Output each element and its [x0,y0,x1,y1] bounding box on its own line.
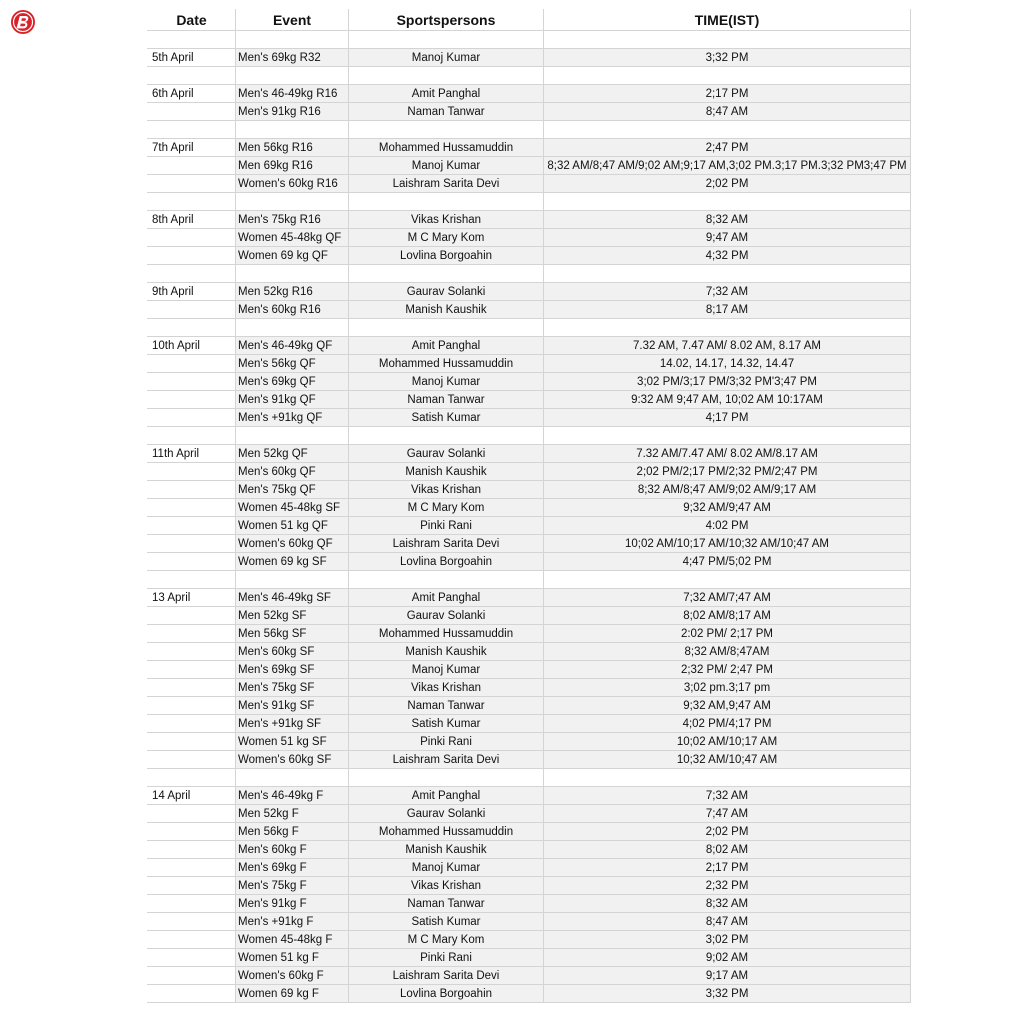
sportsperson-cell: Manoj Kumar [349,373,544,391]
table-row [148,985,911,1003]
event-cell: Women's 60kg R16 [236,175,349,193]
date-cell [148,247,236,265]
sportsperson-cell: Gaurav Solanki [349,607,544,625]
time-cell: 10;02 AM/10;17 AM/10;32 AM/10;47 AM [544,535,911,553]
time-cell: 2;02 PM [544,823,911,841]
table-row [148,823,911,841]
event-cell: Men 52kg SF [236,607,349,625]
time-cell: 4;17 PM [544,409,911,427]
date-cell [148,823,236,841]
table-row [148,841,911,859]
table-row [148,175,911,193]
event-cell: Men's 69kg QF [236,373,349,391]
spacer-row [148,769,911,787]
time-cell: 7;47 AM [544,805,911,823]
date-cell [148,859,236,877]
time-cell: 2;32 PM [544,877,911,895]
time-cell: 9;17 AM [544,967,911,985]
table-row [148,625,911,643]
date-cell [148,913,236,931]
sportsperson-cell: Vikas Krishan [349,211,544,229]
event-cell: Men's 56kg QF [236,355,349,373]
event-cell: Men's 69kg R32 [236,49,349,67]
event-cell: Men's 75kg SF [236,679,349,697]
spacer-cell [148,265,236,283]
date-cell [148,409,236,427]
header-row [148,9,911,31]
event-cell: Men's 75kg R16 [236,211,349,229]
time-cell: 2;47 PM [544,139,911,157]
spacer-cell [148,121,236,139]
event-cell: Men's 46-49kg F [236,787,349,805]
spacer-cell [544,427,911,445]
time-cell: 3;32 PM [544,49,911,67]
spacer-cell [148,571,236,589]
date-cell [148,535,236,553]
time-cell: 3;02 PM [544,931,911,949]
sportsperson-cell: Laishram Sarita Devi [349,751,544,769]
sportsperson-cell: Mohammed Hussamuddin [349,625,544,643]
date-cell [148,661,236,679]
spacer-cell [544,121,911,139]
spacer-cell [544,769,911,787]
event-cell: Men's 60kg R16 [236,301,349,319]
time-cell: 9;47 AM [544,229,911,247]
event-cell: Women's 60kg QF [236,535,349,553]
table-row [148,895,911,913]
spacer-cell [349,31,544,49]
sportsperson-cell: Satish Kumar [349,913,544,931]
table-row [148,805,911,823]
sportsperson-cell: Naman Tanwar [349,103,544,121]
time-cell: 4;47 PM/5;02 PM [544,553,911,571]
spacer-cell [544,193,911,211]
date-cell [148,175,236,193]
event-cell: Women 45-48kg F [236,931,349,949]
table-row [148,679,911,697]
date-cell: 9th April [148,283,236,301]
time-cell: 7;32 AM [544,283,911,301]
spacer-cell [236,121,349,139]
sportsperson-cell: M C Mary Kom [349,499,544,517]
time-cell: 3;32 PM [544,985,911,1003]
event-cell: Men's 46-49kg QF [236,337,349,355]
sportsperson-cell: Laishram Sarita Devi [349,535,544,553]
event-cell: Men's 91kg QF [236,391,349,409]
table-row [148,301,911,319]
table-row [148,517,911,535]
table-row [148,751,911,769]
time-cell: 8;32 AM/8;47AM [544,643,911,661]
event-cell: Men's +91kg QF [236,409,349,427]
table-row [148,49,911,67]
event-cell: Women 45-48kg SF [236,499,349,517]
sportsperson-cell: Manoj Kumar [349,661,544,679]
sportsperson-cell: Gaurav Solanki [349,805,544,823]
event-cell: Men 56kg F [236,823,349,841]
date-cell: 8th April [148,211,236,229]
spacer-row [148,571,911,589]
sportsperson-cell: Naman Tanwar [349,895,544,913]
spacer-cell [236,67,349,85]
date-cell [148,895,236,913]
event-cell: Women 69 kg F [236,985,349,1003]
spacer-cell [544,571,911,589]
spacer-cell [349,571,544,589]
spacer-cell [544,31,911,49]
sportsperson-cell: Mohammed Hussamuddin [349,823,544,841]
schedule-body [148,31,911,1003]
spacer-cell [349,769,544,787]
sportsperson-cell: Lovlina Borgoahin [349,985,544,1003]
spacer-cell [349,265,544,283]
date-cell [148,697,236,715]
sportsperson-cell: Naman Tanwar [349,391,544,409]
date-cell [148,985,236,1003]
spacer-cell [236,31,349,49]
table-row [148,553,911,571]
sportsperson-cell: Gaurav Solanki [349,283,544,301]
sportsperson-cell: Amit Panghal [349,589,544,607]
time-cell: 8;02 AM/8;17 AM [544,607,911,625]
event-cell: Men's 60kg SF [236,643,349,661]
event-cell: Men 69kg R16 [236,157,349,175]
table-row [148,913,911,931]
event-cell: Men's +91kg F [236,913,349,931]
date-cell [148,931,236,949]
schedule-table [147,9,911,1003]
table-row [148,391,911,409]
time-cell: 7.32 AM/7.47 AM/ 8.02 AM/8.17 AM [544,445,911,463]
time-cell: 8;17 AM [544,301,911,319]
spacer-cell [349,67,544,85]
table-row [148,157,911,175]
event-cell: Women 69 kg QF [236,247,349,265]
table-row [148,355,911,373]
sportsperson-cell: Pinki Rani [349,949,544,967]
table-row [148,85,911,103]
event-cell: Men's +91kg SF [236,715,349,733]
time-cell: 14.02, 14.17, 14.32, 14.47 [544,355,911,373]
event-cell: Men's 46-49kg SF [236,589,349,607]
spacer-row [148,193,911,211]
spacer-cell [349,193,544,211]
time-cell: 8;32 AM [544,895,911,913]
time-cell: 3;02 pm.3;17 pm [544,679,911,697]
event-cell: Men's 75kg F [236,877,349,895]
sportsperson-cell: Mohammed Hussamuddin [349,139,544,157]
event-cell: Women's 60kg SF [236,751,349,769]
spacer-cell [236,571,349,589]
date-cell [148,607,236,625]
table-row [148,787,911,805]
event-cell: Women 51 kg SF [236,733,349,751]
sportsperson-cell: Gaurav Solanki [349,445,544,463]
sportsperson-cell: Manoj Kumar [349,157,544,175]
table-row [148,967,911,985]
date-cell [148,841,236,859]
header-sportspersons: Sportspersons [349,9,544,31]
spacer-row [148,31,911,49]
table-row [148,373,911,391]
sportsperson-cell: Manish Kaushik [349,643,544,661]
sportsperson-cell: Manoj Kumar [349,859,544,877]
table-row [148,481,911,499]
event-cell: Men 56kg SF [236,625,349,643]
table-row [148,535,911,553]
time-cell: 2:02 PM/ 2;17 PM [544,625,911,643]
time-cell: 9;02 AM [544,949,911,967]
spacer-cell [236,769,349,787]
time-cell: 9;32 AM,9;47 AM [544,697,911,715]
table-row [148,733,911,751]
event-cell: Men's 69kg F [236,859,349,877]
sportsperson-cell: Lovlina Borgoahin [349,553,544,571]
event-cell: Men's 46-49kg R16 [236,85,349,103]
sportsperson-cell: Vikas Krishan [349,481,544,499]
date-cell: 10th April [148,337,236,355]
date-cell: 6th April [148,85,236,103]
table-row [148,103,911,121]
spacer-cell [236,319,349,337]
event-cell: Men 52kg F [236,805,349,823]
date-cell [148,679,236,697]
time-cell: 8;32 AM/8;47 AM/9;02 AM;9;17 AM,3;02 PM.3;17 PM.3;32 PM3;47 PM [544,157,911,175]
sportsperson-cell: Naman Tanwar [349,697,544,715]
sportsperson-cell: Amit Panghal [349,85,544,103]
date-cell [148,229,236,247]
date-cell [148,373,236,391]
table-row [148,445,911,463]
spacer-cell [236,265,349,283]
event-cell: Women 69 kg SF [236,553,349,571]
spacer-cell [544,67,911,85]
spacer-cell [148,67,236,85]
header-date: Date [148,9,236,31]
time-cell: 4;32 PM [544,247,911,265]
sportsperson-cell: M C Mary Kom [349,229,544,247]
date-cell [148,499,236,517]
time-cell: 2;17 PM [544,859,911,877]
spacer-row [148,265,911,283]
date-cell [148,517,236,535]
spacer-row [148,427,911,445]
time-cell: 8;32 AM [544,211,911,229]
table-row [148,139,911,157]
date-cell [148,949,236,967]
time-cell: 9;32 AM/9;47 AM [544,499,911,517]
event-cell: Men's 75kg QF [236,481,349,499]
sportsperson-cell: Satish Kumar [349,715,544,733]
time-cell: 2;02 PM [544,175,911,193]
sportsperson-cell: Manish Kaushik [349,463,544,481]
sportsperson-cell: Pinki Rani [349,733,544,751]
event-cell: Women's 60kg F [236,967,349,985]
time-cell: 8;32 AM/8;47 AM/9;02 AM/9;17 AM [544,481,911,499]
header-event: Event [236,9,349,31]
date-cell [148,103,236,121]
date-cell [148,391,236,409]
date-cell [148,877,236,895]
time-cell: 2;32 PM/ 2;47 PM [544,661,911,679]
sportsperson-cell: Manish Kaushik [349,841,544,859]
spacer-cell [236,427,349,445]
spacer-cell [148,193,236,211]
date-cell [148,625,236,643]
sportsperson-cell: M C Mary Kom [349,931,544,949]
table-row [148,229,911,247]
sportsperson-cell: Amit Panghal [349,787,544,805]
time-cell: 10;02 AM/10;17 AM [544,733,911,751]
date-cell [148,355,236,373]
table-row [148,949,911,967]
spacer-cell [349,121,544,139]
date-cell: 13 April [148,589,236,607]
table-row [148,499,911,517]
event-cell: Women 45-48kg QF [236,229,349,247]
table-row [148,859,911,877]
time-cell: 9:32 AM 9;47 AM, 10;02 AM 10:17AM [544,391,911,409]
event-cell: Men's 60kg F [236,841,349,859]
date-cell [148,805,236,823]
sportsperson-cell: Amit Panghal [349,337,544,355]
spacer-row [148,319,911,337]
sportsperson-cell: Satish Kumar [349,409,544,427]
date-cell [148,751,236,769]
table-row [148,697,911,715]
time-cell: 7;32 AM [544,787,911,805]
date-cell [148,967,236,985]
spacer-cell [148,31,236,49]
spacer-cell [544,319,911,337]
date-cell [148,733,236,751]
event-cell: Men 56kg R16 [236,139,349,157]
table-row [148,589,911,607]
spacer-cell [148,427,236,445]
spacer-cell [349,427,544,445]
time-cell: 2;02 PM/2;17 PM/2;32 PM/2;47 PM [544,463,911,481]
sportsperson-cell: Pinki Rani [349,517,544,535]
table-row [148,877,911,895]
spacer-row [148,121,911,139]
time-cell: 4;02 PM/4;17 PM [544,715,911,733]
spacer-cell [544,265,911,283]
time-cell: 7.32 AM, 7.47 AM/ 8.02 AM, 8.17 AM [544,337,911,355]
table-row [148,283,911,301]
time-cell: 8;47 AM [544,103,911,121]
event-cell: Men's 91kg F [236,895,349,913]
sportsperson-cell: Vikas Krishan [349,877,544,895]
schedule-sheet [147,9,911,1003]
table-row [148,463,911,481]
event-cell: Men 52kg R16 [236,283,349,301]
date-cell: 5th April [148,49,236,67]
time-cell: 7;32 AM/7;47 AM [544,589,911,607]
table-row [148,607,911,625]
sportsperson-cell: Laishram Sarita Devi [349,175,544,193]
sportsperson-cell: Mohammed Hussamuddin [349,355,544,373]
date-cell [148,481,236,499]
date-cell: 14 April [148,787,236,805]
event-cell: Women 51 kg F [236,949,349,967]
table-row [148,337,911,355]
event-cell: Men's 69kg SF [236,661,349,679]
event-cell: Men 52kg QF [236,445,349,463]
date-cell [148,643,236,661]
table-row [148,661,911,679]
event-cell: Men's 60kg QF [236,463,349,481]
date-cell [148,715,236,733]
spacer-cell [148,769,236,787]
sportsperson-cell: Manish Kaushik [349,301,544,319]
table-row [148,931,911,949]
sportsperson-cell: Vikas Krishan [349,679,544,697]
event-cell: Men's 91kg SF [236,697,349,715]
date-cell [148,463,236,481]
spacer-cell [349,319,544,337]
spacer-cell [148,319,236,337]
spacer-cell [236,193,349,211]
sportsperson-cell: Manoj Kumar [349,49,544,67]
table-row [148,247,911,265]
table-row [148,643,911,661]
time-cell: 8;47 AM [544,913,911,931]
date-cell [148,157,236,175]
spacer-row [148,67,911,85]
time-cell: 3;02 PM/3;17 PM/3;32 PM'3;47 PM [544,373,911,391]
time-cell: 4:02 PM [544,517,911,535]
time-cell: 2;17 PM [544,85,911,103]
date-cell: 7th April [148,139,236,157]
table-row [148,211,911,229]
sportsperson-cell: Lovlina Borgoahin [349,247,544,265]
sportsperson-cell: Laishram Sarita Devi [349,967,544,985]
event-cell: Women 51 kg QF [236,517,349,535]
date-cell [148,553,236,571]
table-row [148,715,911,733]
date-cell: 11th April [148,445,236,463]
header-time: TIME(IST) [544,9,911,31]
time-cell: 10;32 AM/10;47 AM [544,751,911,769]
event-cell: Men's 91kg R16 [236,103,349,121]
brand-b-logo-icon [10,9,36,35]
time-cell: 8;02 AM [544,841,911,859]
date-cell [148,301,236,319]
table-row [148,409,911,427]
